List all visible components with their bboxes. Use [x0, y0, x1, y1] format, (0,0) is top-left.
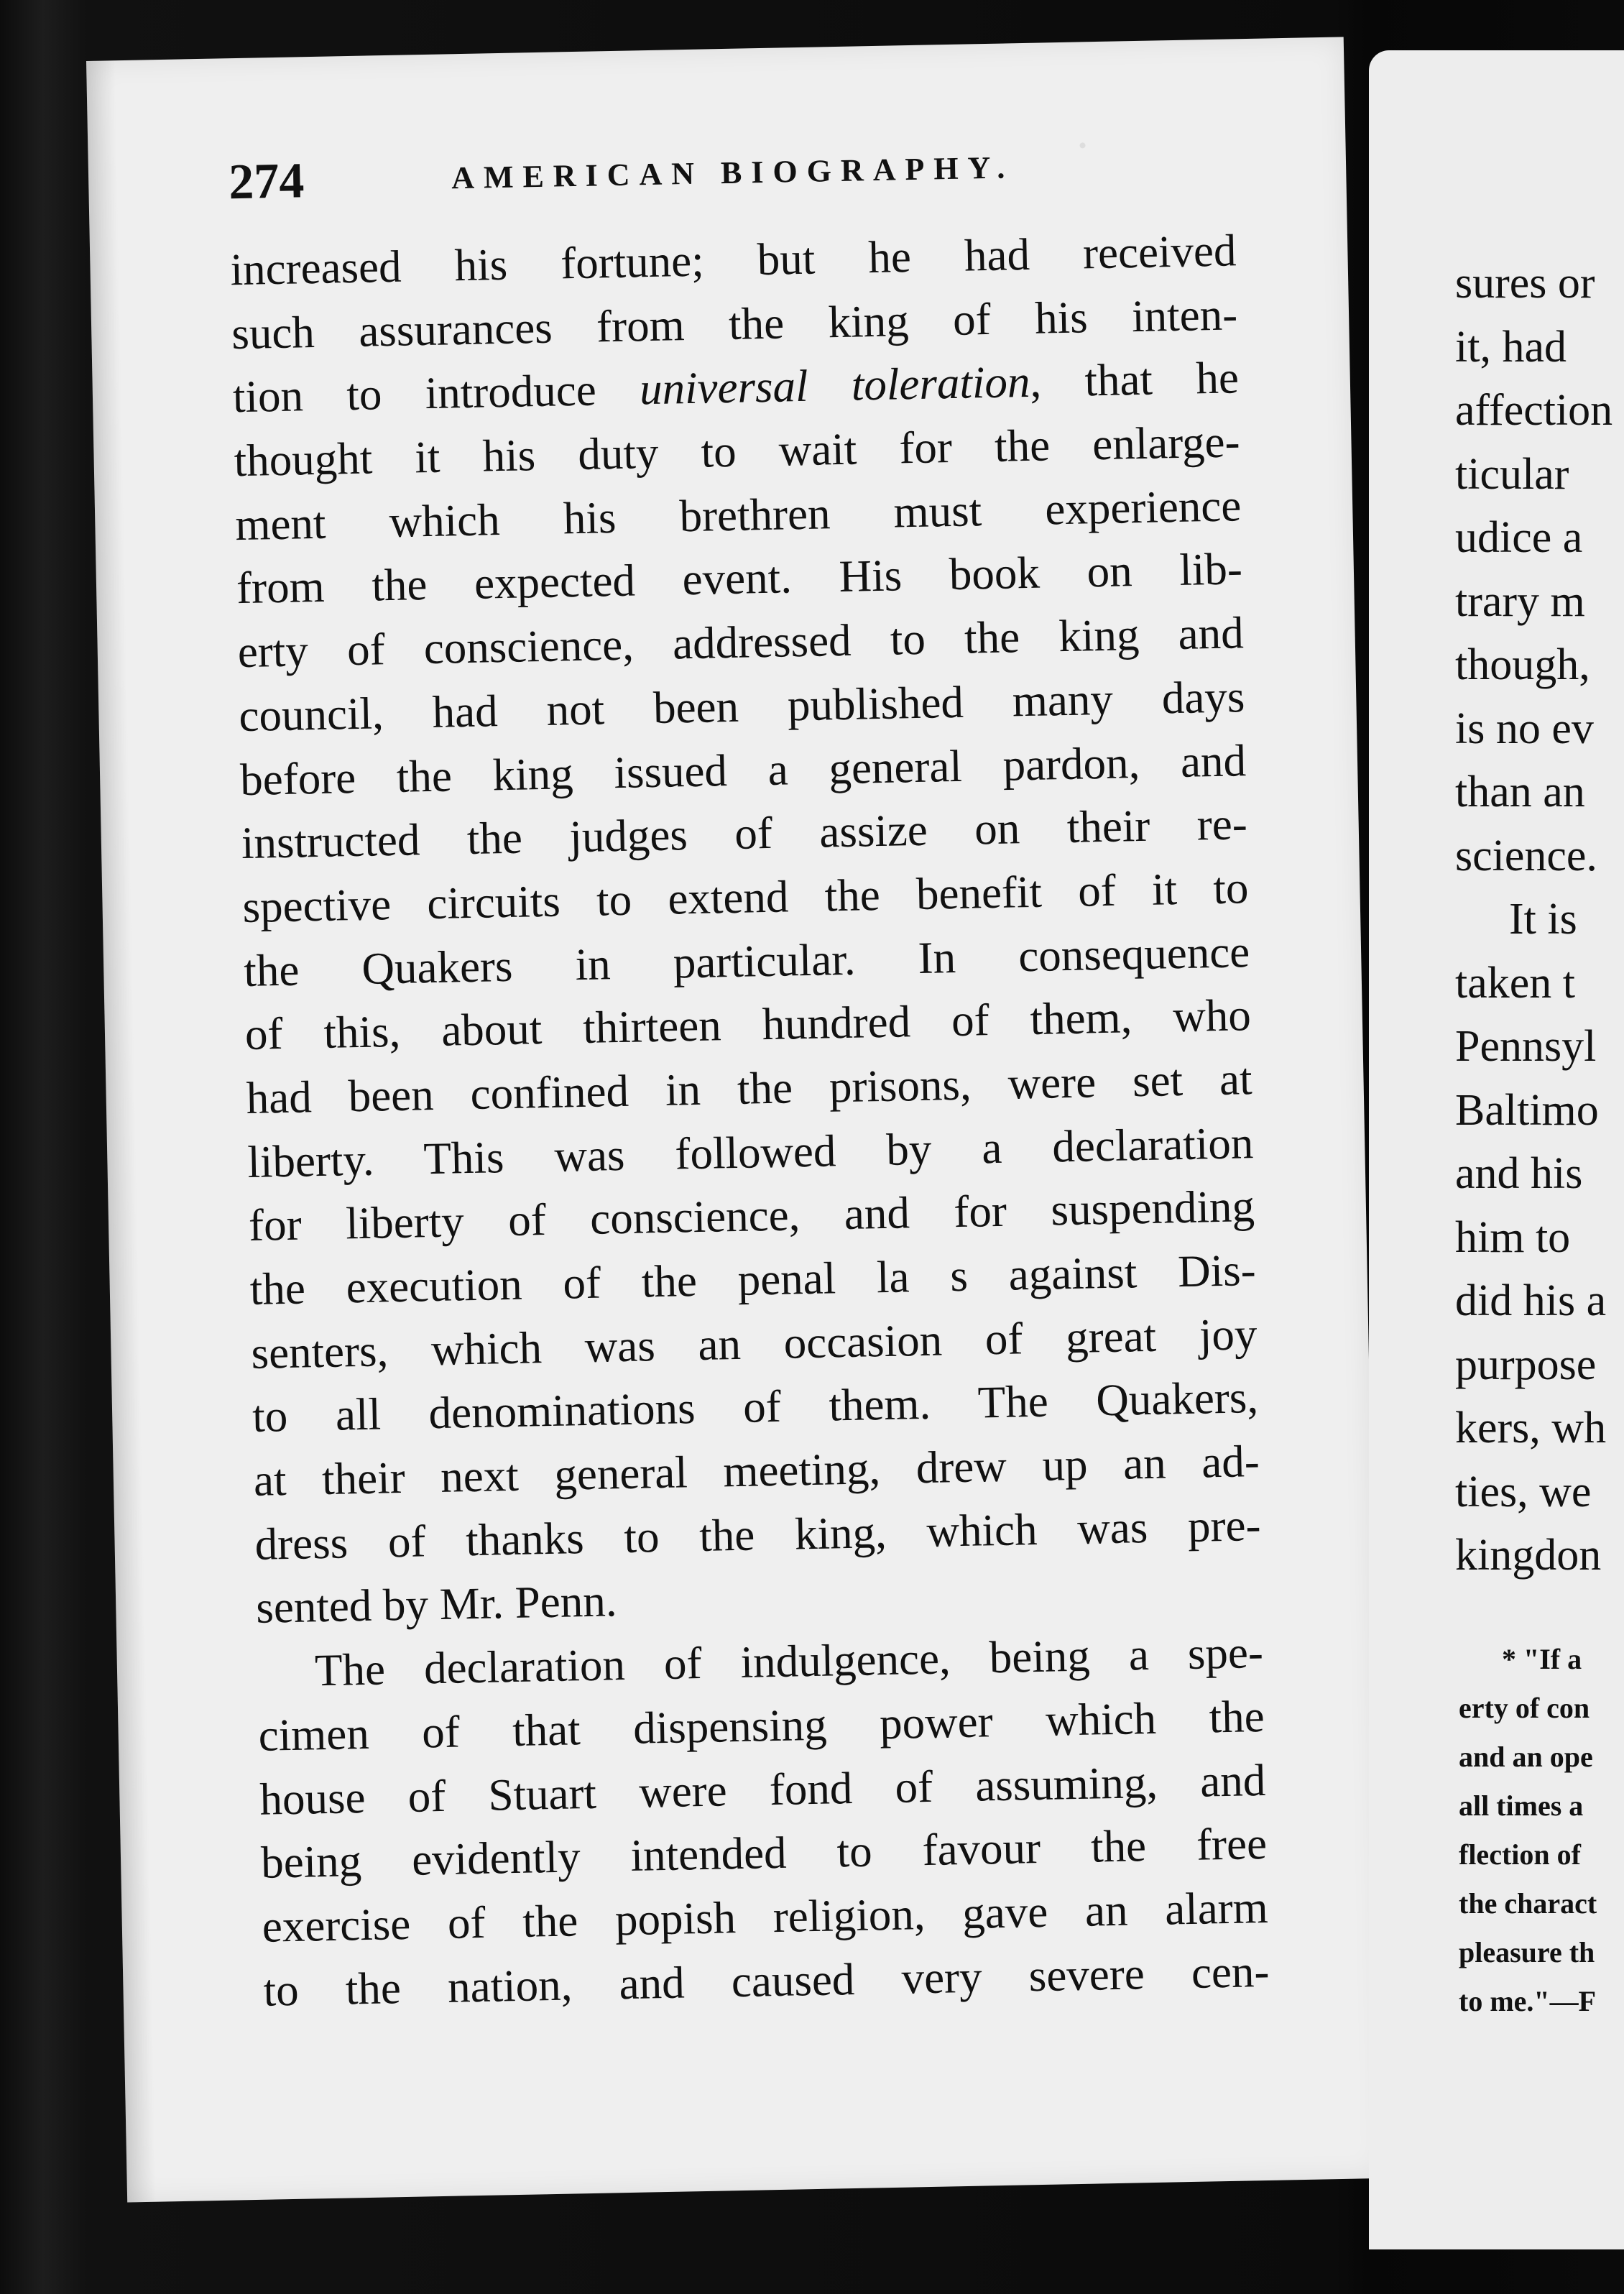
text-segment: thought it his duty to wait for the enlarge-: [234, 416, 1241, 487]
text-segment: the Quakers in particular. In consequence: [243, 926, 1250, 996]
text-segment: dress of thanks to the king, which was pre-: [254, 1499, 1262, 1570]
text-segment: increased his fortune; but he had received: [229, 225, 1237, 295]
text-segment: sented by Mr. Penn.: [255, 1575, 618, 1634]
text-line: than an: [1455, 768, 1585, 816]
text-line: purpose: [1455, 1340, 1597, 1389]
right-page-text: [1455, 252, 1624, 1588]
running-head: AMERICAN BIOGRAPHY.: [451, 149, 1015, 196]
text-line: it, had: [1455, 322, 1567, 372]
text-segment: to all denominations of them. The Quakers,: [252, 1372, 1259, 1442]
text-segment: council, had not been published many days: [238, 671, 1245, 741]
text-segment: of this, about thirteen hundred of them, who: [244, 990, 1252, 1060]
text-segment: had been confined in the prisons, were set at: [246, 1054, 1253, 1123]
text-segment: the execution of the penal la s against Dis-: [249, 1245, 1257, 1314]
text-segment: exercise of the popish religion, gave an alarm: [262, 1881, 1269, 1952]
text-segment: house of Stuart were fond of assuming, and: [259, 1754, 1266, 1825]
text-line: sures or: [1455, 259, 1595, 308]
footnote-line: erty of con: [1459, 1692, 1590, 1724]
footnote-line: the charact: [1459, 1887, 1597, 1920]
text-line: did his a: [1455, 1276, 1607, 1325]
text-line: It is: [1509, 895, 1577, 944]
text-line: trary m: [1455, 576, 1585, 626]
text-segment: cimen of that dispensing power which the: [258, 1690, 1265, 1761]
text-segment: at their next general meeting, drew up an ad-: [253, 1436, 1260, 1506]
text-line: is no ev: [1455, 704, 1594, 753]
footnote-line: pleasure th: [1459, 1936, 1595, 1968]
text-segment: senters, which was an occasion of great joy: [250, 1308, 1258, 1378]
right-page: [1369, 50, 1624, 2249]
text-line: ties, we: [1455, 1467, 1592, 1516]
text-line: udice a: [1455, 513, 1583, 562]
text-segment: The declaration of indulgence, being a spe-: [314, 1627, 1264, 1696]
text-segment: erty of conscience, addressed to the king and: [237, 607, 1245, 678]
footnote-line: to me."—F: [1459, 1985, 1597, 2017]
page-header: [228, 132, 1163, 215]
text-segment: liberty. This was followed by a declaration: [246, 1117, 1254, 1187]
text-line: science.: [1455, 831, 1597, 880]
text-line: and his: [1455, 1149, 1583, 1198]
text-line: kingdon: [1455, 1531, 1602, 1580]
text-line: though,: [1455, 640, 1590, 689]
text-line: kers, wh: [1455, 1404, 1607, 1452]
text-segment: for liberty of conscience, and for suspending: [248, 1181, 1255, 1251]
text-segment: tion to introduce: [232, 364, 640, 423]
italic-text: universal toleration: [639, 356, 1030, 415]
text-segment: from the expected event. His book on lib-: [236, 543, 1243, 614]
footnote-line: all times a: [1459, 1789, 1584, 1822]
text-line: ticular: [1455, 449, 1569, 499]
text-segment: before the king issued a general pardon, and: [239, 734, 1247, 805]
footnote-line: and an ope: [1459, 1741, 1593, 1773]
text-line: him to: [1455, 1212, 1571, 1262]
text-line: Baltimo: [1455, 1085, 1599, 1135]
right-page-footnote: [1459, 1635, 1624, 2026]
page-number: 274: [228, 153, 305, 211]
text-segment: to the nation, and caused very severe cen-: [262, 1945, 1270, 2016]
text-line: taken t: [1455, 958, 1575, 1008]
left-page: [86, 37, 1385, 2202]
footnote-line: flection of: [1459, 1838, 1581, 1871]
footnote-line: * "If a: [1502, 1643, 1582, 1675]
text-segment: being evidently intended to favour the free: [260, 1818, 1268, 1888]
text-line: affection: [1455, 386, 1613, 435]
body-text: [230, 218, 1270, 2022]
text-segment: instructed the judges of assize on their re-: [241, 798, 1248, 869]
text-line: Pennsyl: [1455, 1022, 1597, 1071]
text-segment: ment which his brethren must experience: [234, 480, 1242, 550]
text-segment: , that he: [1029, 352, 1240, 407]
text-segment: spective circuits to extend the benefit of it to: [241, 862, 1250, 932]
text-segment: such assurances from the king of his inten-: [231, 289, 1238, 359]
